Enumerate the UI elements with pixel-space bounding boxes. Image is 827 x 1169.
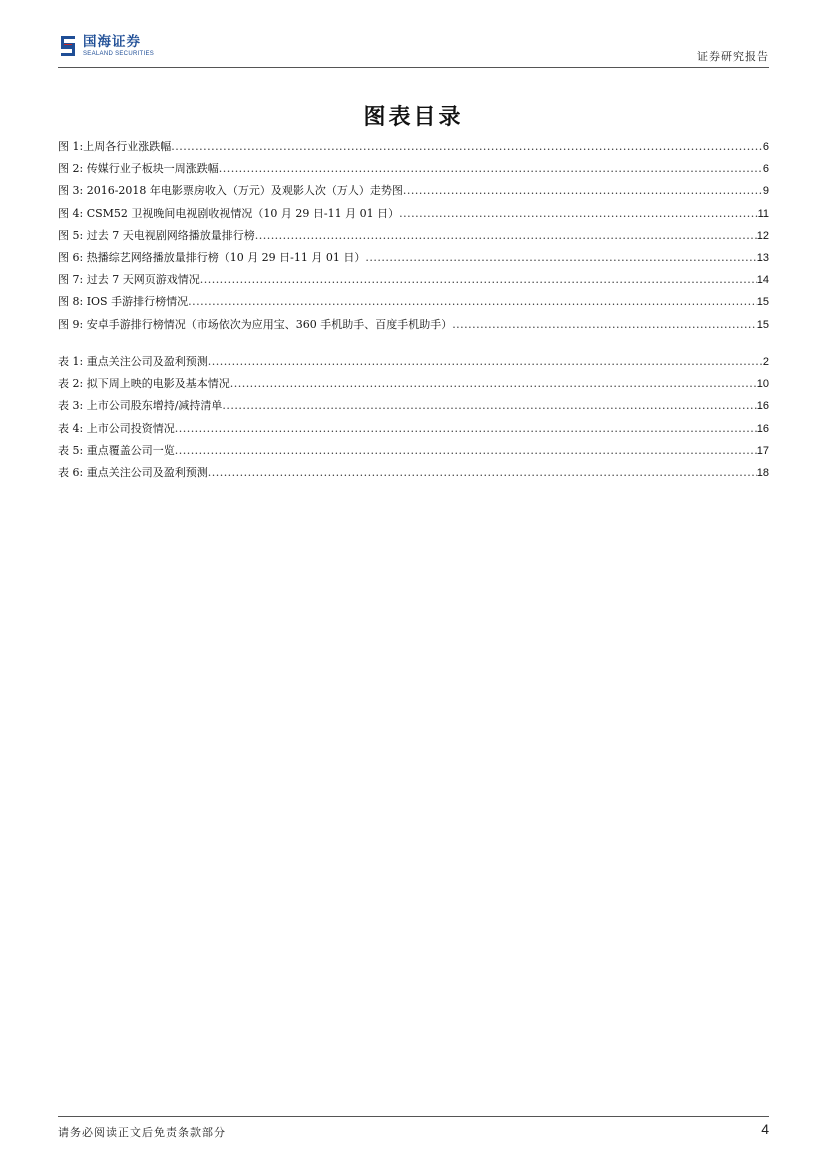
figure-entry-label: 图 4: CSM52 卫视晚间电视剧收视情况（10 月 29 日-11 月 01 日）: [58, 206, 400, 220]
figure-entry-page: 12: [756, 229, 769, 242]
footer-divider: [58, 1116, 769, 1117]
figure-entry-label: 图 7: 过去 7 天网页游戏情况: [58, 273, 200, 287]
table-entry-page: 18: [756, 466, 769, 479]
page-header: [58, 30, 769, 66]
dot-leader: [399, 207, 757, 220]
figure-entry[interactable]: [58, 271, 769, 293]
figure-entry-page: 6: [762, 141, 769, 153]
table-entry-page: 16: [756, 422, 769, 435]
dot-leader: [188, 295, 757, 308]
table-entry-page: 17: [756, 444, 769, 457]
figure-entry-label: 图 1:上周各行业涨跌幅: [58, 140, 172, 153]
figure-entry-page: 13: [756, 251, 769, 264]
report-type-label: 证券研究报告: [697, 50, 769, 63]
table-entry-page: 16: [756, 400, 769, 413]
dot-leader: [208, 466, 757, 479]
table-entry[interactable]: [58, 442, 769, 464]
table-entry[interactable]: [58, 464, 769, 486]
dot-leader: [208, 355, 763, 368]
dot-leader: [452, 318, 757, 331]
figure-entry[interactable]: [58, 249, 769, 271]
table-list: [58, 353, 769, 486]
table-entry-label: 表 5: 重点覆盖公司一览: [58, 443, 175, 457]
sealand-logo-icon: [58, 34, 78, 58]
logo-english-name: SEALAND SECURITIES: [83, 50, 155, 57]
dot-leader: [222, 399, 756, 412]
figure-entry-page: 15: [756, 296, 769, 309]
table-entry[interactable]: [58, 420, 769, 442]
dot-leader: [255, 229, 757, 242]
page-title: 图表目录: [363, 105, 464, 130]
dot-leader: [175, 444, 757, 457]
table-entry-label: 表 1: 重点关注公司及盈利预测: [58, 355, 208, 368]
figure-entry-label: 图 2: 传媒行业子板块一周涨跌幅: [58, 162, 219, 176]
figure-entry-page: 9: [762, 185, 769, 198]
dot-leader: [219, 162, 763, 175]
figure-entry-label: 图 8: IOS 手游排行榜情况: [58, 295, 189, 309]
table-entry-label: 表 6: 重点关注公司及盈利预测: [58, 465, 208, 479]
table-entry[interactable]: [58, 397, 769, 419]
figure-entry[interactable]: [58, 160, 769, 182]
table-entry-label: 表 2: 拟下周上映的电影及基本情况: [58, 377, 230, 391]
dot-leader: [403, 184, 763, 197]
figure-entry[interactable]: [58, 205, 769, 227]
figure-entry[interactable]: [58, 227, 769, 249]
figure-entry-page: 15: [756, 318, 769, 331]
dot-leader: [230, 377, 757, 390]
dot-leader: [175, 422, 757, 435]
dot-leader: [200, 273, 757, 286]
logo-chinese-name: 国海证券: [83, 33, 141, 50]
dot-leader: [171, 140, 763, 153]
table-entry-page: 2: [762, 356, 769, 368]
figure-entry-page: 14: [756, 274, 769, 287]
figure-entry[interactable]: [58, 316, 769, 338]
company-logo: [58, 34, 154, 58]
figure-entry-page: 11: [757, 207, 769, 220]
figure-entry[interactable]: [58, 138, 769, 160]
table-entry-label: 表 4: 上市公司投资情况: [58, 421, 175, 435]
dot-leader: [365, 251, 756, 264]
figure-entry-page: 6: [762, 163, 769, 176]
figure-entry[interactable]: [58, 182, 769, 204]
figure-entry-label: 图 5: 过去 7 天电视剧网络播放量排行榜: [58, 228, 255, 242]
table-entry-page: 10: [756, 378, 769, 391]
page-number: 4: [761, 1121, 769, 1137]
figure-entry-label: 图 6: 热播综艺网络播放量排行榜（10 月 29 日-11 月 01 日）: [58, 250, 366, 264]
figure-entry-label: 图 3: 2016-2018 年电影票房收入（万元）及观影人次（万人）走势图: [58, 184, 403, 198]
figure-entry[interactable]: [58, 293, 769, 315]
figure-entry-label: 图 9: 安卓手游排行榜情况（市场依次为应用宝、360 手机助手、百度手机助手）: [58, 317, 453, 331]
table-entry[interactable]: [58, 375, 769, 397]
figure-list: [58, 138, 769, 338]
header-divider: [58, 67, 769, 68]
table-entry-label: 表 3: 上市公司股东增持/减持清单: [58, 399, 223, 413]
footer-disclaimer: 请务必阅读正文后免责条款部分: [58, 1126, 226, 1139]
table-entry[interactable]: [58, 353, 769, 375]
